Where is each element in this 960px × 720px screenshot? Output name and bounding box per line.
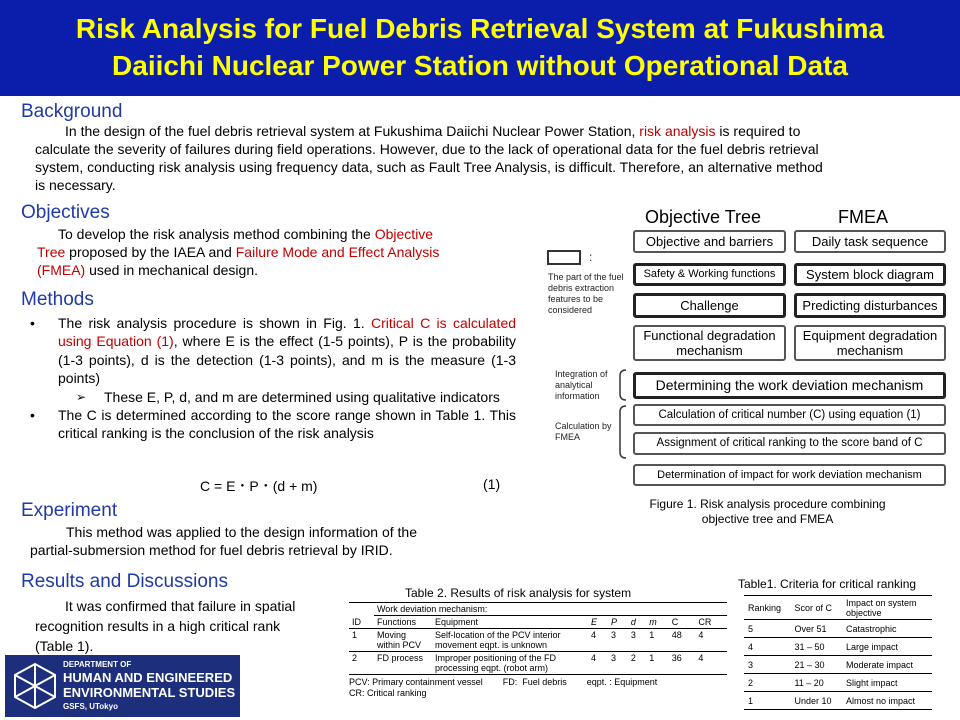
- fmea-box-4: Equipment degradation mechanism: [794, 325, 946, 361]
- fmea-box-3: Predicting disturbances: [794, 293, 946, 318]
- equation: C = E・P・(d + m): [200, 478, 318, 494]
- wide-box-1: Determining the work deviation mechanism: [633, 372, 946, 399]
- logo-line-3: ENVIRONMENTAL STUDIES: [63, 685, 236, 700]
- table1-row: 3 21 – 30 Moderate impact: [744, 656, 932, 674]
- background-heading: Background: [21, 101, 123, 122]
- methods-bullet-2: • The C is determined according to the score range shown in Table 1. This critical ranking is the conclusion of the risk analysis: [30, 407, 516, 442]
- logo-mark-icon: [11, 661, 59, 711]
- legend-colon: :: [589, 250, 593, 264]
- table2-footnote-1: PCV: Primary containment vessel FD: Fuel debris eqpt. : Equipment: [349, 677, 658, 687]
- logo-line-1: DEPARTMENT OF: [63, 660, 132, 669]
- table1-row: 1 Under 10 Almost no impact: [744, 692, 932, 710]
- figure-col-objective-tree: Objective Tree: [645, 207, 762, 227]
- arrow-bullet-icon: ➢: [76, 389, 87, 404]
- experiment-heading: Experiment: [21, 500, 118, 521]
- ot-box-4: Functional degradation mechanism: [633, 325, 786, 361]
- integration-label: Integration of analytical information: [555, 369, 608, 401]
- figure-col-fmea: FMEA: [838, 207, 889, 227]
- equation-number: (1): [483, 476, 501, 492]
- ot-box-1: Objective and barriers: [633, 230, 786, 253]
- legend-box: [547, 250, 581, 265]
- table1-row: 2 11 – 20 Slight impact: [744, 674, 932, 692]
- objectives-text: To develop the risk analysis method combining the Objective Tree proposed by the IAEA and Failure Mode and Effect Analysis (FMEA) used in mechanical design.: [37, 226, 440, 278]
- results-heading: Results and Discussions: [21, 571, 228, 592]
- results-text: It was confirmed that failure in spatial recognition results in a high critical rank (Table 1).: [35, 598, 296, 654]
- logo-line-4: GSFS, UTokyo: [63, 702, 118, 711]
- experiment-text: This method was applied to the design information of the partial-submersion method for fuel debris retrieval by IRID.: [30, 524, 417, 558]
- department-logo: [5, 655, 240, 717]
- table1-row: 4 31 – 50 Large impact: [744, 638, 932, 656]
- legend-text: The part of the fuel debris extraction features to be considered: [548, 272, 624, 315]
- table1: Ranking Scor of C Impact on system objective 5 Over 51 Catastrophic 4 31 – 50 Large impact 3 21 – 30 Moderate impact 2 11 – 20 Slight impact 1 Under 10 Almost no impact: [744, 595, 932, 710]
- methods-bullet-1: • The risk analysis procedure is shown in Fig. 1. Critical C is calculated using Equation (1), where E is the effect (1-5 points), P is the probability (1-3 points), d is the detection (1-3 points), and m is the measure (1-3 points): [30, 315, 517, 387]
- wide-box-3: Assignment of critical ranking to the score band of C: [633, 432, 946, 455]
- table2: Work deviation mechanism: ID Functions Equipment E P d m C CR 1 Moving within PCV Self-location of the PCV interior movement eqpt. is unknown 4 3 3 1 48 4 2 FD process Improper positioning of the FD processing eqpt. (robot arm) 4 3 2 1 36 4 PCV: Primary containment vessel FD: Fuel debris eqpt. : Equipment CR: Critical ranking: [349, 602, 729, 699]
- objectives-heading: Objectives: [21, 202, 110, 223]
- ot-box-3: Challenge: [633, 293, 786, 318]
- table1-caption: Table1. Criteria for critical ranking: [738, 577, 917, 591]
- table2-row: 1 Moving within PCV Self-location of the PCV interior movement eqpt. is unknown 4 3 3 1 48 4: [349, 629, 727, 652]
- ot-box-2: Safety & Working functions: [633, 263, 786, 286]
- title-line-2: Daiichi Nuclear Power Station without Operational Data: [112, 50, 848, 81]
- methods-sub-bullet: ➢ These E, P, d, and m are determined using qualitative indicators: [76, 388, 500, 405]
- logo-line-2: HUMAN AND ENGINEERED: [63, 670, 233, 685]
- methods-bullets: [24, 314, 516, 443]
- title-line-1: Risk Analysis for Fuel Debris Retrieval System at Fukushima: [75, 13, 885, 44]
- background-text: In the design of the fuel debris retrieval system at Fukushima Daiichi Nuclear Power Station, risk analysis is required to calculate the severity of failures during field operations. However, due to the lack of operational data for the fuel debris retrieval system, conducting risk analysis using frequency data, such as Fault Tree Analysis, is difficult. Therefore, an alternative method is necessary.: [35, 123, 823, 193]
- methods-heading: Methods: [21, 289, 94, 310]
- table1-row: 5 Over 51 Catastrophic: [744, 620, 932, 638]
- table2-footnote-2: CR: Critical ranking: [349, 688, 427, 698]
- table2-caption: Table 2. Results of risk analysis for system: [405, 586, 632, 600]
- table2-top-header: Work deviation mechanism:: [374, 603, 727, 616]
- wide-box-4: Determination of impact for work deviation mechanism: [633, 464, 946, 486]
- fmea-box-2: System block diagram: [794, 263, 946, 286]
- fmea-box-1: Daily task sequence: [794, 230, 946, 253]
- figure-caption: Figure 1. Risk analysis procedure combining objective tree and FMEA: [649, 497, 886, 526]
- poster-title: [0, 10, 960, 84]
- table2-row: 2 FD process Improper positioning of the FD processing eqpt. (robot arm) 4 3 2 1 36 4: [349, 652, 727, 675]
- wide-box-2: Calculation of critical number (C) using equation (1): [633, 404, 946, 426]
- calculation-label: Calculation by FMEA: [555, 421, 612, 442]
